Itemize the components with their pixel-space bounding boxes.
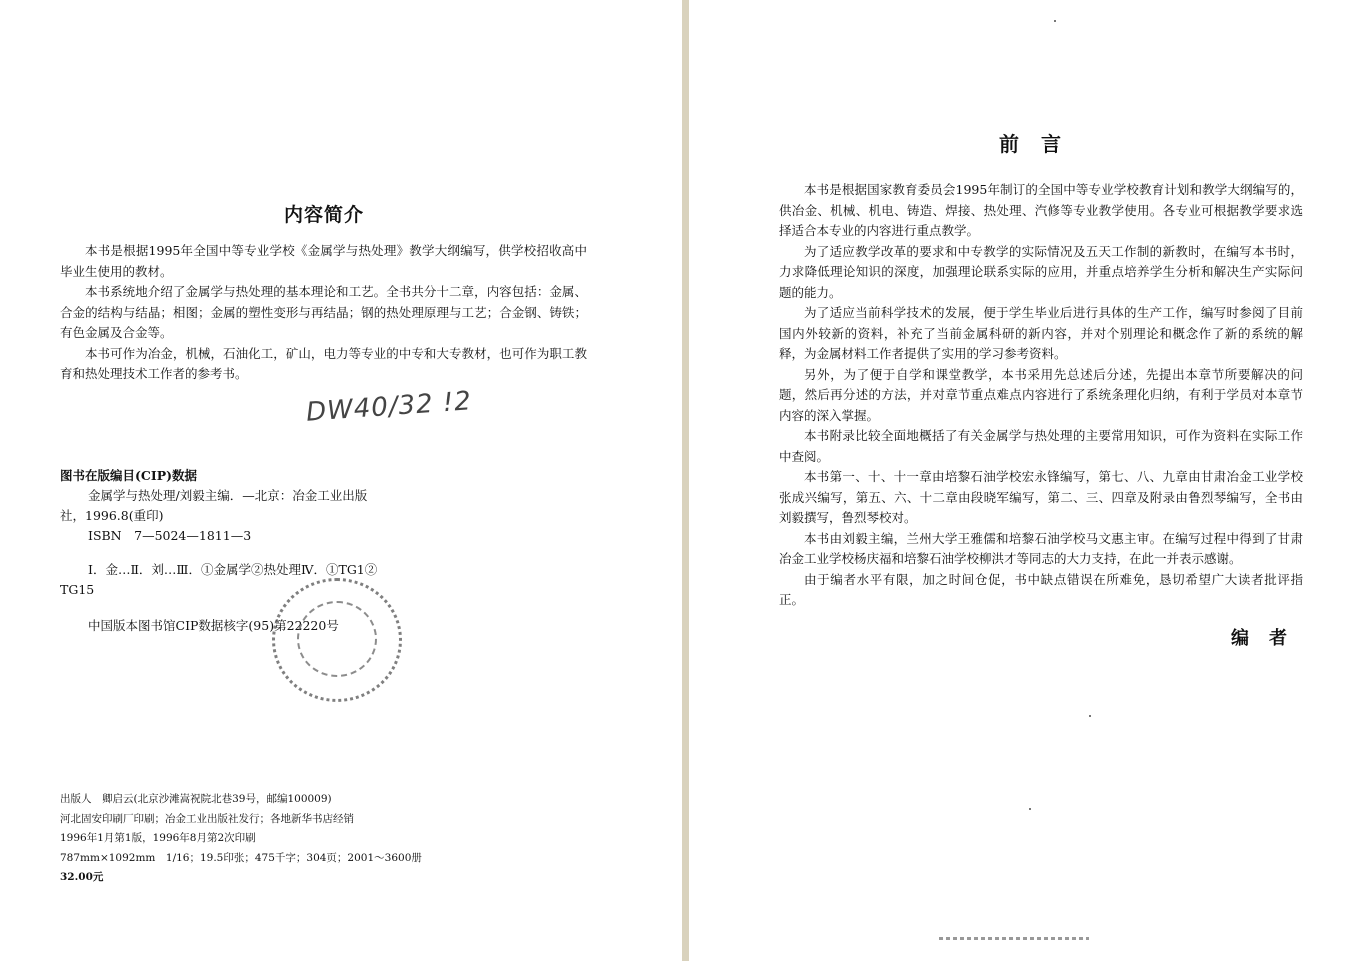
summary-paragraph: 本书系统地介绍了金属学与热处理的基本理论和工艺。全书共分十二章，内容包括：金属、合金的结构与结晶；相图；金属的塑性变形与再结晶；钢的热处理原理与工艺；合金钢、铸铁；有色金属及合金等。 xyxy=(60,284,587,340)
publication-info xyxy=(60,790,440,888)
preface-paragraph: 为了适应当前科学技术的发展，便于学生毕业后进行具体的生产工作，编写时参阅了目前国内外较新的资料，补充了当前金属科研的新内容，并对个别理论和概念作了新的系统的解释，为金属材料工作者提供了实用的学习参考资料。 xyxy=(779,305,1303,361)
cip-classification: Ⅰ．金…Ⅱ．刘…Ⅲ．①金属学②热处理Ⅳ．①TG1② xyxy=(88,562,378,577)
cip-title-line: 金属学与热处理/刘毅主编．—北京：冶金工业出版 xyxy=(88,488,368,503)
printer-line: 河北固安印刷厂印刷；冶金工业出版社发行；各地新华书店经销 xyxy=(60,812,354,825)
preface-paragraph: 本书由刘毅主编，兰州大学王雅儒和培黎石油学校马文惠主审。在编写过程中得到了甘肃冶金工业学校杨庆福和培黎石油学校柳洪才等同志的大力支持，在此一并表示感谢。 xyxy=(779,530,1303,566)
summary-paragraph: 本书是根据1995年全国中等专业学校《金属学与热处理》教学大纲编写，供学校招收高中毕业生使用的教材。 xyxy=(60,243,587,279)
preface-paragraph: 本书第一、十、十一章由培黎石油学校宏永锋编写，第七、八、九章由甘肃冶金工业学校张成兴编写，第五、六、十二章由段晓军编写，第二、三、四章及附录由鲁烈琴编写，全书由刘毅撰写，鲁烈琴校对。 xyxy=(779,469,1303,525)
content-summary-title: 内容简介 xyxy=(284,204,365,226)
preface-signature: 编 者 xyxy=(1231,628,1288,649)
cip-isbn: ISBN 7—5024—1811—3 xyxy=(88,528,252,543)
cip-number: 中国版本图书馆CIP数据核字(95)第22220号 xyxy=(88,618,339,633)
preface-paragraph: 另外，为了便于自学和课堂教学，本书采用先总述后分述，先提出本章节所要解决的问题，然后再分述的方法，并对章节重点难点内容进行了系统条理化归纳，有利于学员对本章节内容的深入掌握。 xyxy=(779,366,1303,423)
preface-title: 前 言 xyxy=(999,132,1062,156)
book-gutter xyxy=(682,0,689,961)
preface-body xyxy=(779,180,1303,611)
cip-heading: 图书在版编目(CIP)数据 xyxy=(60,468,198,483)
format-line: 787mm×1092mm 1/16；19.5印张；475千字；304页；2001～3600册 xyxy=(60,851,422,864)
preface-paragraph: 本书附录比较全面地概括了有关金属学与热处理的主要常用知识，可作为资料在实际工作中查阅。 xyxy=(779,428,1303,464)
summary-paragraph: 本书可作为冶金，机械，石油化工，矿山，电力等专业的中专和大专教材，也可作为职工教育和热处理技术工作者的参考书。 xyxy=(60,345,587,381)
edition-line: 1996年1月第1版，1996年8月第2次印刷 xyxy=(60,832,256,844)
cip-block xyxy=(60,466,480,636)
scan-speck xyxy=(1029,808,1031,810)
preface-paragraph: 由于编者水平有限，加之时间仓促，书中缺点错误在所难免，恳切希望广大读者批评指正。 xyxy=(779,571,1303,607)
content-summary-body xyxy=(60,241,587,385)
preface-paragraph: 本书是根据国家教育委员会1995年制订的全国中等专业学校教育计划和教学大纲编写的，供冶金、机械、机电、铸造、焊接、热处理、汽修等专业教学使用。各专业可根据教学要求选择适合本专业的内容进行重点教学。 xyxy=(779,182,1303,238)
scan-speck xyxy=(1054,20,1056,22)
scan-artifact-bottom xyxy=(939,937,1089,940)
right-page xyxy=(689,0,1366,961)
cip-classification-code: TG15 xyxy=(60,582,95,597)
library-stamp-inner-ring xyxy=(297,601,377,677)
price-line: 32.00元 xyxy=(60,871,104,883)
scan-speck xyxy=(1089,715,1091,717)
publisher-line: 出版人 卿启云(北京沙滩嵩祝院北巷39号，邮编100009) xyxy=(60,793,332,805)
handwritten-call-number: DW40/32 !2 xyxy=(305,386,473,428)
cip-publisher-line: 社，1996.8(重印) xyxy=(60,508,164,523)
left-page xyxy=(0,0,682,961)
preface-paragraph: 为了适应教学改革的要求和中专教学的实际情况及五天工作制的新教时，在编写本书时，力求降低理论知识的深度，加强理论联系实际的应用，并重点培养学生分析和解决生产实际问题的能力。 xyxy=(779,243,1303,300)
library-stamp xyxy=(272,578,402,702)
